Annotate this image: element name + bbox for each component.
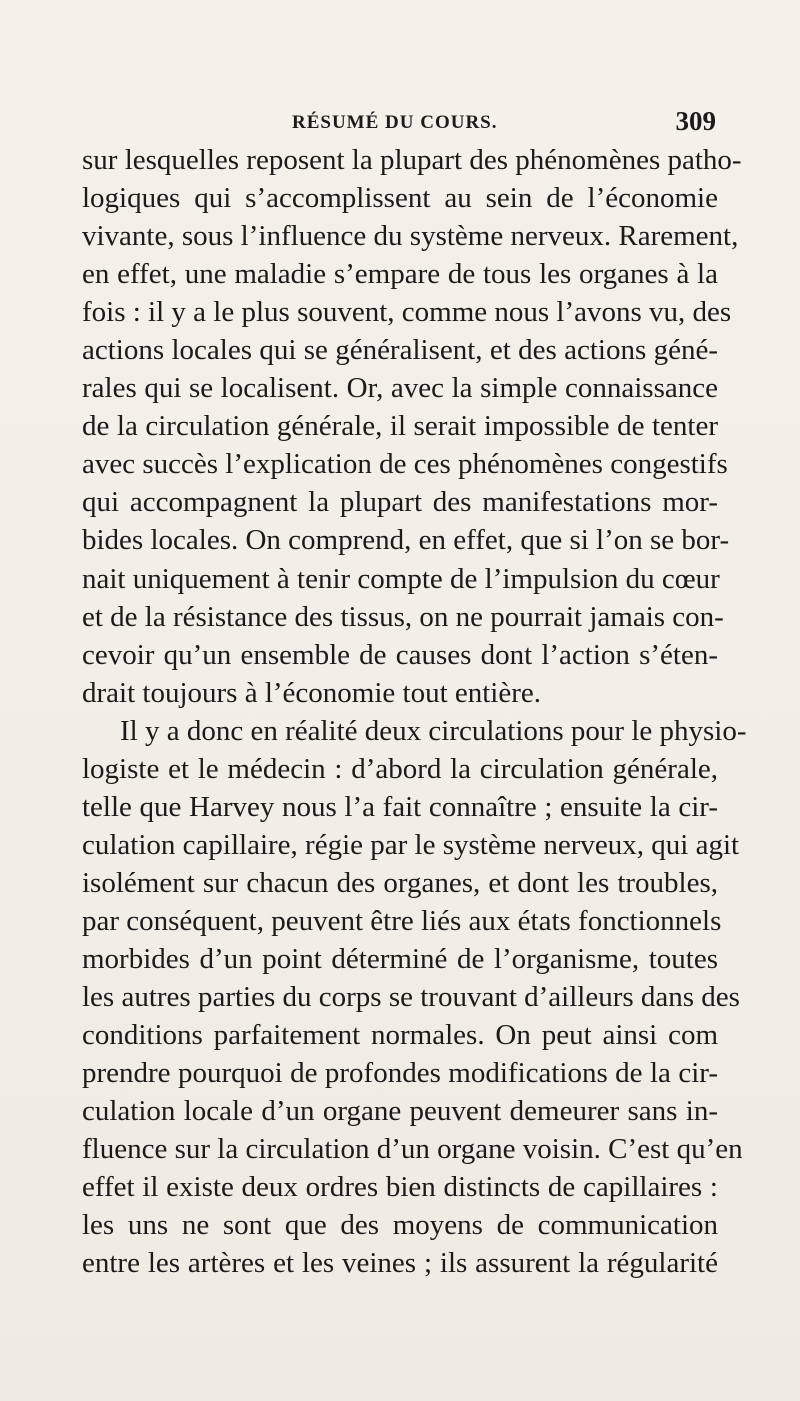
text-line: conditions parfaitement normales. On peut ainsi com [82,1019,718,1052]
text-line: culation locale d’un organe peuvent demeurer sans in- [82,1095,718,1128]
running-title: RÉSUMÉ DU COURS. [292,112,498,133]
text-line: telle que Harvey nous l’a fait connaître ; ensuite la cir- [82,790,718,823]
text-line: prendre pourquoi de profondes modifications de la cir- [82,1057,718,1090]
running-header [292,108,716,142]
text-line: isolément sur chacun des organes, et dont les troubles, [82,866,718,899]
text-line: morbides d’un point déterminé de l’organisme, toutes [82,942,718,975]
text-line: qui accompagnent la plupart des manifestations mor- [82,486,718,519]
text-line: bides locales. On comprend, en effet, que si l’on se bor- [82,524,730,557]
body-text [82,141,747,1282]
text-line: sur lesquelles reposent la plupart des phénomènes patho- [82,144,742,176]
text-line: rales qui se localisent. Or, avec la simple connaissance [82,372,718,405]
paragraph-start-line: Il y a donc en réalité deux circulations pour le physio- [120,714,747,747]
text-line: les autres parties du corps se trouvant d’ailleurs dans des [82,981,740,1014]
text-line: les uns ne sont que des moyens de communication [82,1209,718,1242]
text-line: fois : il y a le plus souvent, comme nous l’avons vu, des [82,296,732,329]
text-line: logiques qui s’accomplissent au sein de l’économie [82,182,718,215]
text-line: fluence sur la circulation d’un organe voisin. C’est qu’en [82,1133,743,1166]
text-line: nait uniquement à tenir compte de l’impulsion du cœur [82,562,720,595]
text-line: vivante, sous l’influence du système nerveux. Rarement, [82,220,739,253]
text-line: de la circulation générale, il serait impossible de tenter [82,410,718,443]
text-line: actions locales qui se généralisent, et des actions géné- [82,334,718,367]
paragraph-end-line: drait toujours à l’économie tout entière. [82,676,542,709]
text-line: en effet, une maladie s’empare de tous les organes à la [82,258,718,291]
page-number: 309 [675,106,716,136]
text-line: effet il existe deux ordres bien distincts de capillaires : [82,1171,718,1204]
text-line: entre les artères et les veines ; ils assurent la régularité [82,1247,718,1280]
text-line: et de la résistance des tissus, on ne pourrait jamais con- [82,600,724,633]
text-line: culation capillaire, régie par le système nerveux, qui agit [82,828,740,861]
text-line: par conséquent, peuvent être liés aux états fonctionnels [82,904,722,937]
text-line: logiste et le médecin : d’abord la circulation générale, [82,752,718,785]
text-line: cevoir qu’un ensemble de causes dont l’action s’éten- [82,638,718,671]
text-line: avec succès l’explication de ces phénomènes congestifs [82,448,728,481]
